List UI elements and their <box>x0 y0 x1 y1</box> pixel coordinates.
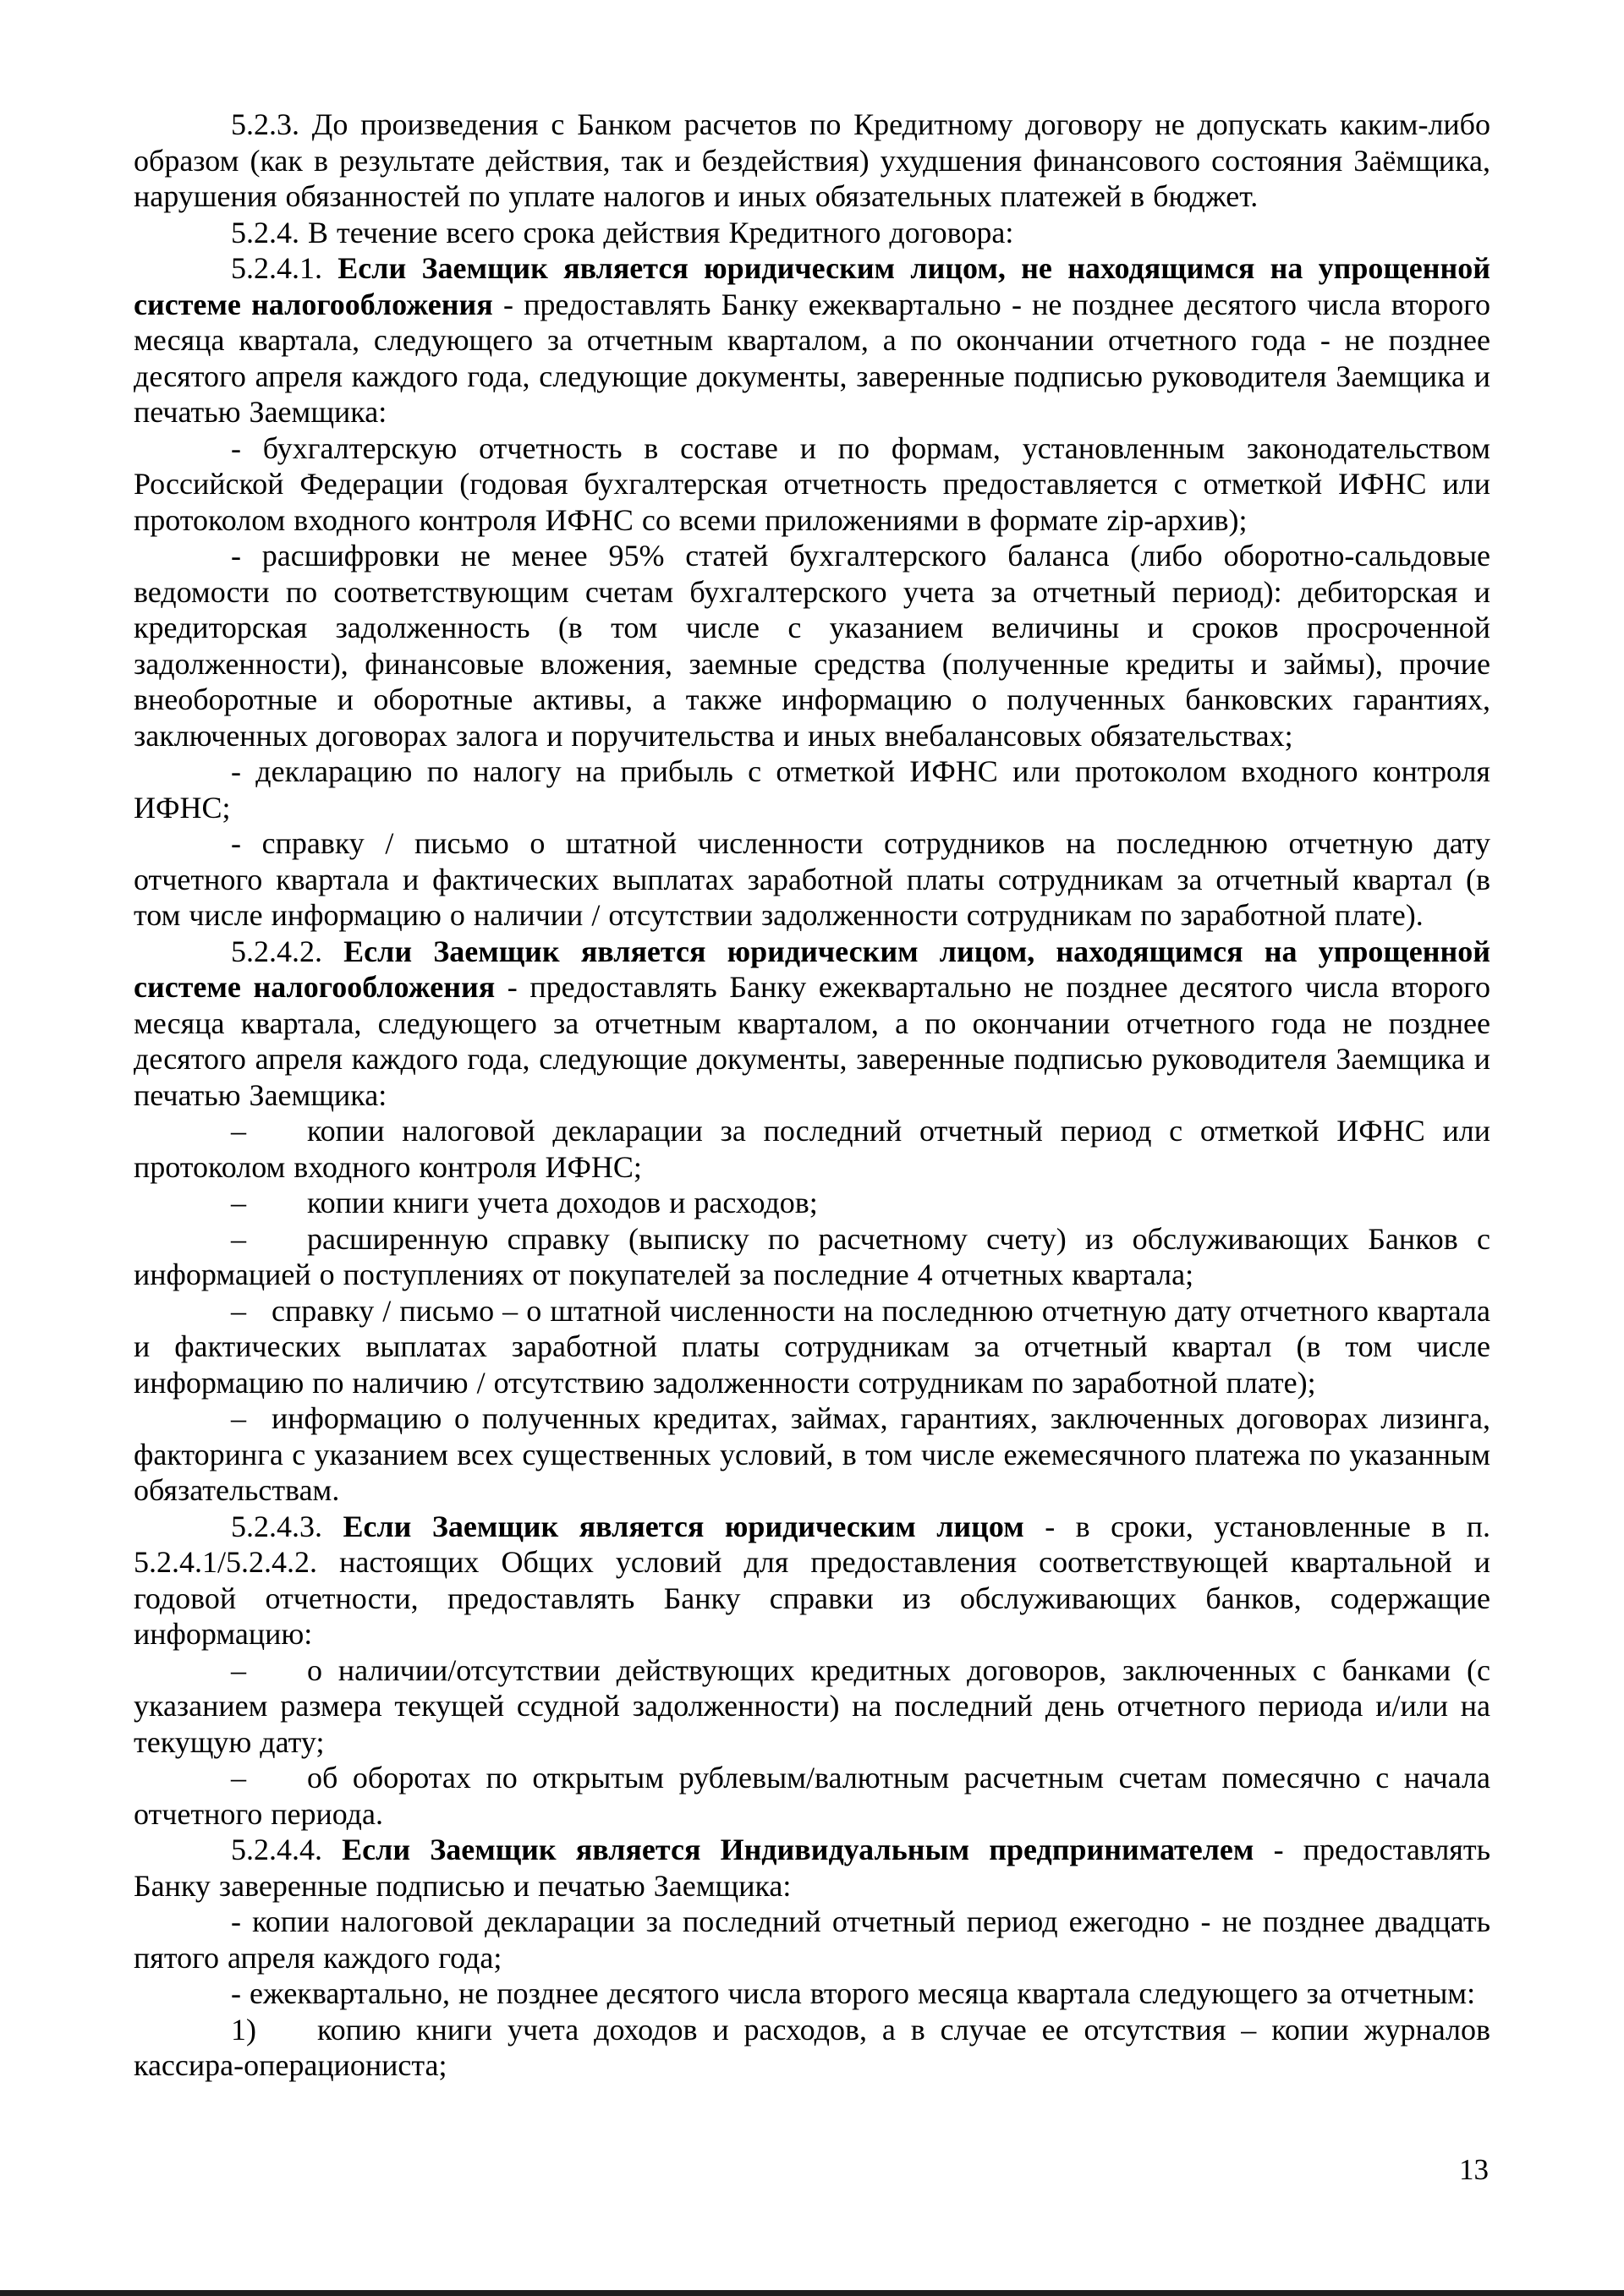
text-run: - бухгалтерскую отчетность в составе и по формам, установленным законодательством Российской Федерации (годовая бухгалтерская отчетность предоставляется с отметкой ИФНС или протоколом входного контроля ИФНС со всеми приложениями в формате zip-архив); <box>134 430 1490 537</box>
paragraph <box>134 1400 1490 1509</box>
text-run: – <box>231 1186 246 1219</box>
paragraph <box>134 215 1490 251</box>
text-run: - ежеквартально, не позднее десятого числа второго месяца квартала следующего за отчетным: <box>231 1976 1476 2010</box>
text-run: об оборотах по открытым рублевым/валютным расчетным счетам помесячно с начала отчетного периода. <box>134 1761 1490 1831</box>
text-run: 5.2.3. До произведения с Банком расчетов по Кредитному договору не допускать каким-либо образом (как в результате действия, так и бездействия) ухудшения финансового состояния Заёмщика, нарушения обязанностей по уплате налогов и иных обязательных платежей в бюджет. <box>134 107 1490 213</box>
text-run: – <box>231 1221 246 1256</box>
paragraph <box>134 1975 1490 2012</box>
text-run: копии налоговой декларации за последний отчетный период с отметкой ИФНС или протоколом входного контроля ИФНС; <box>134 1114 1490 1184</box>
text-run: 1) <box>231 2012 256 2047</box>
page-bottom-edge <box>0 2290 1624 2296</box>
text-run: – <box>231 1761 246 1795</box>
paragraph <box>134 1113 1490 1185</box>
paragraph <box>134 2012 1490 2084</box>
text-run: - предоставлять Банку ежеквартально не позднее десятого числа второго месяца квартала, следующего за отчетным кварталом, а по окончании отчетного года не позднее десятого апреля каждого года, следующие документы, заверенные подписью руководителя Заемщика и печатью Заемщика: <box>134 970 1490 1112</box>
paragraph <box>134 1293 1490 1401</box>
bold-text-run: Если Заемщик является юридическим лицом <box>343 1509 1024 1543</box>
text-run: – <box>231 1114 246 1148</box>
text-run: копию книги учета доходов и расходов, а в случае ее отсутствия – копии журналов кассира-операциониста; <box>134 2012 1490 2082</box>
paragraph <box>134 1221 1490 1293</box>
tab-space <box>256 2039 317 2040</box>
paragraph <box>134 538 1490 753</box>
paragraph <box>134 107 1490 215</box>
bold-text-run: Если Заемщик является юридическим лицом, не находящимся на упрощенной системе налогообложения <box>134 251 1491 321</box>
paragraph <box>134 1509 1490 1652</box>
paragraph <box>134 1832 1490 1904</box>
text-run: 5.2.4.3. <box>231 1509 343 1543</box>
text-run: - расшифровки не менее 95% статей бухгалтерского баланса (либо оборотно-сальдовые ведомости по соответствующим счетам бухгалтерского учета за отчетный период): дебиторская и кредиторская задолженность (в том числе с указанием величины и сроков просроченной задолженности), финансовые вложения, заемные средства (полученные кредиты и займы), прочие внеоборотные и оборотные активы, а также информацию о полученных банковских гарантиях, заключенных договорах залога и поручительства и иных внебалансовых обязательствах; <box>134 539 1490 753</box>
paragraph <box>134 250 1490 430</box>
paragraph <box>134 1760 1490 1832</box>
paragraph <box>134 934 1490 1114</box>
text-run: расширенную справку (выписку по расчетному счету) из обслуживающих Банков с информацией о поступлениях от покупателей за последние 4 отчетных квартала; <box>134 1221 1490 1291</box>
paragraph <box>134 753 1490 825</box>
text-run: - копии налоговой декларации за последний отчетный период ежегодно - не позднее двадцать пятого апреля каждого года; <box>134 1904 1490 1975</box>
text-run: - предоставлять Банку ежеквартально - не позднее десятого числа второго месяца квартала, следующего за отчетным кварталом, а по окончании отчетного года - не позднее десятого апреля каждого года, следующие документы, заверенные подписью руководителя Заемщика и печатью Заемщика: <box>134 287 1490 429</box>
tab-space <box>246 1787 307 1788</box>
text-run: - предоставлять Банку заверенные подписью и печатью Заемщика: <box>134 1833 1491 1903</box>
text-run: – <box>231 1293 246 1328</box>
text-run: – <box>231 1401 246 1435</box>
tab-space <box>246 1140 307 1141</box>
paragraph <box>134 430 1490 539</box>
text-run: копии книги учета доходов и расходов; <box>307 1186 818 1219</box>
tab-space <box>246 1248 307 1249</box>
text-run: - в сроки, установленные в п. 5.2.4.1/5.2.4.2. настоящих Общих условий для предоставления соответствующей квартальной и годовой отчетности, предоставлять Банку справки из обслуживающих банков, содержащие информацию: <box>134 1509 1491 1651</box>
text-run: – <box>231 1652 246 1687</box>
tab-space <box>246 1320 272 1321</box>
text-run: 5.2.4.4. <box>231 1833 343 1866</box>
text-run: 5.2.4.1. <box>231 251 338 285</box>
text-run: информацию о полученных кредитах, займах, гарантиях, заключенных договорах лизинга, факторинга с указанием всех существенных условий, в том числе ежемесячного платежа по указанным обязательствам. <box>134 1401 1490 1507</box>
paragraph <box>134 1652 1490 1761</box>
page-number: 13 <box>1459 2153 1489 2186</box>
paragraph <box>134 1904 1490 1975</box>
bold-text-run: Если Заемщик является юридическим лицом, находящимся на упрощенной системе налогообложения <box>134 934 1491 1004</box>
text-run: - справку / письмо о штатной численности сотрудников на последнюю отчетную дату отчетного квартала и фактических выплатах заработной платы сотрудникам за отчетный квартал (в том числе информацию о наличии / отсутствии задолженности сотрудникам по заработной плате). <box>134 826 1490 932</box>
text-run: 5.2.4. В течение всего срока действия Кредитного договора: <box>231 215 1014 249</box>
text-run: о наличии/отсутствии действующих кредитных договоров, заключенных с банками (с указанием размера текущей ссудной задолженности) на последний день отчетного периода и/или на текущую дату; <box>134 1652 1490 1759</box>
text-run: справку / письмо – о штатной численности на последнюю отчетную дату отчетного квартала и фактических выплатах заработной платы сотрудникам за отчетный квартал (в том числе информацию по наличию / отсутствию задолженности сотрудникам по заработной плате); <box>134 1293 1490 1400</box>
text-run: 5.2.4.2. <box>231 934 344 968</box>
paragraph <box>134 825 1490 934</box>
paragraph <box>134 1185 1490 1221</box>
text-run: - декларацию по налогу на прибыль с отметкой ИФНС или протоколом входного контроля ИФНС; <box>134 754 1490 825</box>
bold-text-run: Если Заемщик является Индивидуальным предпринимателем <box>342 1833 1254 1866</box>
tab-space <box>246 1427 272 1428</box>
tab-space <box>246 1212 307 1213</box>
